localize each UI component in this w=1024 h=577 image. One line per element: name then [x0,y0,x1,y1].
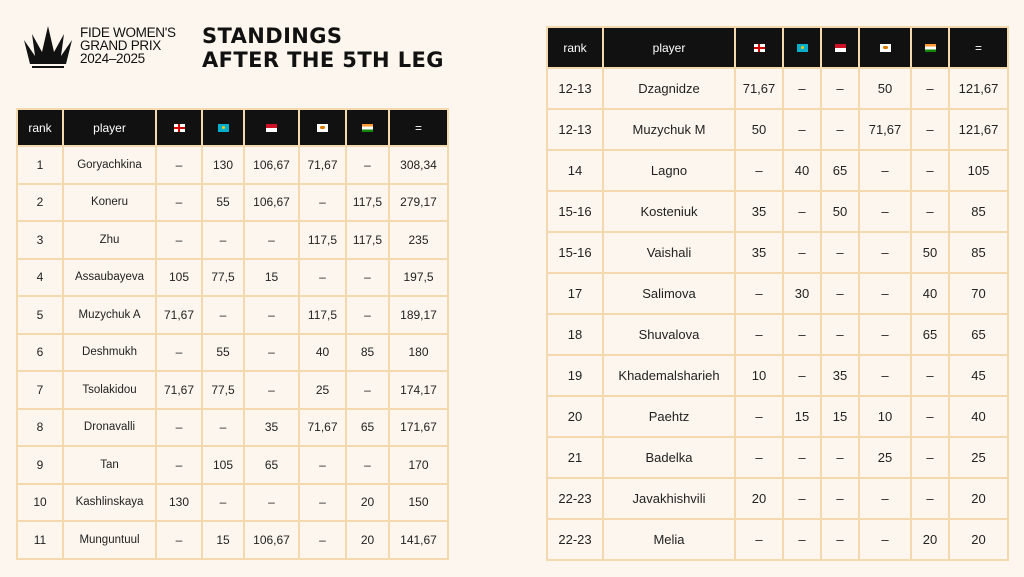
table-row [17,146,448,184]
score-cell: – [244,221,299,259]
score-cell: 85 [346,334,389,372]
brand-logo [22,26,176,70]
score-cell: – [821,68,859,109]
player-cell: Shuvalova [603,314,735,355]
standings-body-left [17,146,448,559]
table-row [547,355,1008,396]
score-cell: – [821,273,859,314]
table-row [547,109,1008,150]
score-cell: – [244,371,299,409]
score-cell: – [346,259,389,297]
table-row [17,221,448,259]
score-cell: 20 [911,519,949,560]
rank-cell: 3 [17,221,63,259]
score-cell: – [911,68,949,109]
score-cell: 77,5 [202,371,244,409]
monaco-flag-icon [835,44,846,52]
score-cell: 35 [821,355,859,396]
table-row [17,371,448,409]
score-cell: 77,5 [202,259,244,297]
player-cell: Deshmukh [63,334,156,372]
player-cell: Javakhishvili [603,478,735,519]
player-cell: Dronavalli [63,409,156,447]
rank-cell: 15-16 [547,232,603,273]
table-row [17,296,448,334]
monaco-flag-icon [266,124,277,132]
score-cell: 55 [202,334,244,372]
player-cell: Khademalsharieh [603,355,735,396]
player-cell: Muzychuk A [63,296,156,334]
kazakhstan-flag-header [202,109,244,146]
score-cell: 50 [859,68,911,109]
rank-cell: 4 [17,259,63,297]
score-cell: – [156,146,202,184]
rank-cell: 12-13 [547,68,603,109]
score-cell: 106,67 [244,184,299,222]
rank-cell: 12-13 [547,109,603,150]
rank-cell: 11 [17,521,63,559]
table-row [17,259,448,297]
score-cell: – [735,396,783,437]
total-cell: 105 [949,150,1008,191]
rank-cell: 6 [17,334,63,372]
table-header-row [547,27,1008,68]
table-row [547,519,1008,560]
rank-cell: 20 [547,396,603,437]
total-cell: 20 [949,519,1008,560]
player-cell: Goryachkina [63,146,156,184]
score-cell: 71,67 [299,146,346,184]
total-cell: 25 [949,437,1008,478]
player-cell: Muzychuk M [603,109,735,150]
score-cell: 30 [783,273,821,314]
total-cell: 150 [389,484,448,522]
total-cell: 141,67 [389,521,448,559]
score-cell: – [735,437,783,478]
total-cell: 20 [949,478,1008,519]
total-header: = [949,27,1008,68]
table-row [547,396,1008,437]
score-cell: 65 [346,409,389,447]
score-cell: – [783,355,821,396]
score-cell: – [735,273,783,314]
score-cell: – [202,221,244,259]
total-cell: 70 [949,273,1008,314]
rank-cell: 7 [17,371,63,409]
brand-line-3: 2024–2025 [80,51,145,66]
score-cell: – [244,334,299,372]
table-row [547,273,1008,314]
score-cell: – [156,334,202,372]
score-cell: – [299,184,346,222]
score-cell: – [859,355,911,396]
score-cell: 50 [911,232,949,273]
table-row [547,437,1008,478]
score-cell: – [783,437,821,478]
score-cell: 40 [783,150,821,191]
rank-cell: 8 [17,409,63,447]
georgia-flag-icon [174,124,185,132]
score-cell: – [859,314,911,355]
india-flag-icon [362,124,373,132]
score-cell: – [783,478,821,519]
player-cell: Zhu [63,221,156,259]
rank-cell: 5 [17,296,63,334]
score-cell: – [821,437,859,478]
total-cell: 170 [389,446,448,484]
rank-cell: 15-16 [547,191,603,232]
score-cell: 40 [911,273,949,314]
player-cell: Kashlinskaya [63,484,156,522]
score-cell: 106,67 [244,146,299,184]
total-cell: 197,5 [389,259,448,297]
score-cell: – [859,478,911,519]
player-cell: Tan [63,446,156,484]
rank-cell: 18 [547,314,603,355]
score-cell: – [299,446,346,484]
brand-line-2: GRAND PRIX [80,38,162,53]
score-cell: 65 [821,150,859,191]
score-cell: 117,5 [299,296,346,334]
score-cell: – [859,273,911,314]
total-cell: 85 [949,232,1008,273]
score-cell: – [859,191,911,232]
total-cell: 121,67 [949,68,1008,109]
cyprus-flag-header [859,27,911,68]
player-cell: Assaubayeva [63,259,156,297]
score-cell: – [783,232,821,273]
score-cell: 71,67 [156,371,202,409]
rank-header: rank [547,27,603,68]
score-cell: – [156,446,202,484]
title-line-1: STANDINGS [202,24,343,48]
total-cell: 189,17 [389,296,448,334]
table-row [547,150,1008,191]
score-cell: – [821,478,859,519]
score-cell: 20 [735,478,783,519]
georgia-flag-header [735,27,783,68]
total-cell: 171,67 [389,409,448,447]
score-cell: 15 [202,521,244,559]
cyprus-flag-header [299,109,346,146]
score-cell: – [911,355,949,396]
player-cell: Melia [603,519,735,560]
score-cell: 10 [735,355,783,396]
score-cell: 20 [346,484,389,522]
score-cell: 106,67 [244,521,299,559]
score-cell: – [244,484,299,522]
rank-cell: 2 [17,184,63,222]
rank-cell: 22-23 [547,478,603,519]
score-cell: – [859,150,911,191]
score-cell: – [911,437,949,478]
table-row [17,409,448,447]
score-cell: 15 [244,259,299,297]
page-title [202,24,444,72]
cyprus-flag-icon [317,124,328,132]
total-cell: 279,17 [389,184,448,222]
player-cell: Paehtz [603,396,735,437]
score-cell: – [202,296,244,334]
score-cell: 71,67 [156,296,202,334]
score-cell: 105 [156,259,202,297]
rank-cell: 17 [547,273,603,314]
standings-body-right [547,68,1008,560]
rank-cell: 21 [547,437,603,478]
score-cell: 35 [735,191,783,232]
india-flag-icon [925,44,936,52]
score-cell: – [821,314,859,355]
player-cell: Vaishali [603,232,735,273]
score-cell: – [911,478,949,519]
score-cell: – [783,191,821,232]
table-row [17,184,448,222]
total-cell: 235 [389,221,448,259]
india-flag-header [911,27,949,68]
score-cell: 55 [202,184,244,222]
total-cell: 85 [949,191,1008,232]
table-row [547,191,1008,232]
score-cell: 50 [821,191,859,232]
rank-cell: 14 [547,150,603,191]
player-cell: Koneru [63,184,156,222]
table-header-row [17,109,448,146]
kazakhstan-flag-icon [218,124,229,132]
score-cell: – [346,146,389,184]
player-cell: Dzagnidze [603,68,735,109]
rank-cell: 22-23 [547,519,603,560]
score-cell: 71,67 [859,109,911,150]
score-cell: – [783,314,821,355]
brand-line-1: FIDE WOMEN'S [80,25,176,40]
score-cell: – [911,191,949,232]
player-cell: Badelka [603,437,735,478]
score-cell: 65 [244,446,299,484]
player-cell: Tsolakidou [63,371,156,409]
score-cell: – [911,396,949,437]
score-cell: – [156,409,202,447]
score-cell: 71,67 [299,409,346,447]
score-cell: – [156,221,202,259]
table-row [547,232,1008,273]
score-cell: 130 [202,146,244,184]
total-cell: 180 [389,334,448,372]
score-cell: 117,5 [346,221,389,259]
score-cell: 35 [244,409,299,447]
crown-icon [22,26,74,70]
score-cell: – [299,259,346,297]
score-cell: – [202,409,244,447]
player-cell: Salimova [603,273,735,314]
georgia-flag-header [156,109,202,146]
table-row [17,334,448,372]
player-cell: Kosteniuk [603,191,735,232]
total-cell: 174,17 [389,371,448,409]
score-cell: – [783,519,821,560]
table-row [17,484,448,522]
score-cell: 105 [202,446,244,484]
rank-header: rank [17,109,63,146]
score-cell: 15 [783,396,821,437]
score-cell: – [783,109,821,150]
table-row [547,314,1008,355]
score-cell: 50 [735,109,783,150]
score-cell: – [911,109,949,150]
standings-table-right [546,26,1009,561]
score-cell: – [202,484,244,522]
total-cell: 40 [949,396,1008,437]
score-cell: 25 [859,437,911,478]
score-cell: – [911,150,949,191]
score-cell: – [735,314,783,355]
total-cell: 121,67 [949,109,1008,150]
score-cell: – [244,296,299,334]
rank-cell: 19 [547,355,603,396]
monaco-flag-header [821,27,859,68]
score-cell: – [783,68,821,109]
rank-cell: 10 [17,484,63,522]
score-cell: 10 [859,396,911,437]
score-cell: – [821,519,859,560]
score-cell: – [346,296,389,334]
score-cell: 15 [821,396,859,437]
score-cell: – [735,519,783,560]
table-row [547,68,1008,109]
score-cell: – [735,150,783,191]
total-header: = [389,109,448,146]
rank-cell: 1 [17,146,63,184]
table-row [17,521,448,559]
total-cell: 45 [949,355,1008,396]
kazakhstan-flag-icon [797,44,808,52]
table-row [547,478,1008,519]
brand-wordmark [80,26,176,65]
score-cell: 71,67 [735,68,783,109]
score-cell: – [859,232,911,273]
score-cell: – [346,446,389,484]
player-cell: Munguntuul [63,521,156,559]
player-header: player [603,27,735,68]
monaco-flag-header [244,109,299,146]
score-cell: 20 [346,521,389,559]
score-cell: – [156,184,202,222]
table-row [17,446,448,484]
score-cell: – [299,484,346,522]
score-cell: 40 [299,334,346,372]
score-cell: – [299,521,346,559]
georgia-flag-icon [754,44,765,52]
score-cell: 117,5 [299,221,346,259]
kazakhstan-flag-header [783,27,821,68]
score-cell: – [821,109,859,150]
total-cell: 308,34 [389,146,448,184]
score-cell: 130 [156,484,202,522]
cyprus-flag-icon [880,44,891,52]
score-cell: 117,5 [346,184,389,222]
player-header: player [63,109,156,146]
score-cell: 25 [299,371,346,409]
india-flag-header [346,109,389,146]
score-cell: 65 [911,314,949,355]
score-cell: 35 [735,232,783,273]
player-cell: Lagno [603,150,735,191]
score-cell: – [821,232,859,273]
standings-table-left [16,108,449,560]
total-cell: 65 [949,314,1008,355]
rank-cell: 9 [17,446,63,484]
score-cell: – [156,521,202,559]
score-cell: – [346,371,389,409]
title-line-2: AFTER THE 5TH LEG [202,48,444,72]
score-cell: – [859,519,911,560]
